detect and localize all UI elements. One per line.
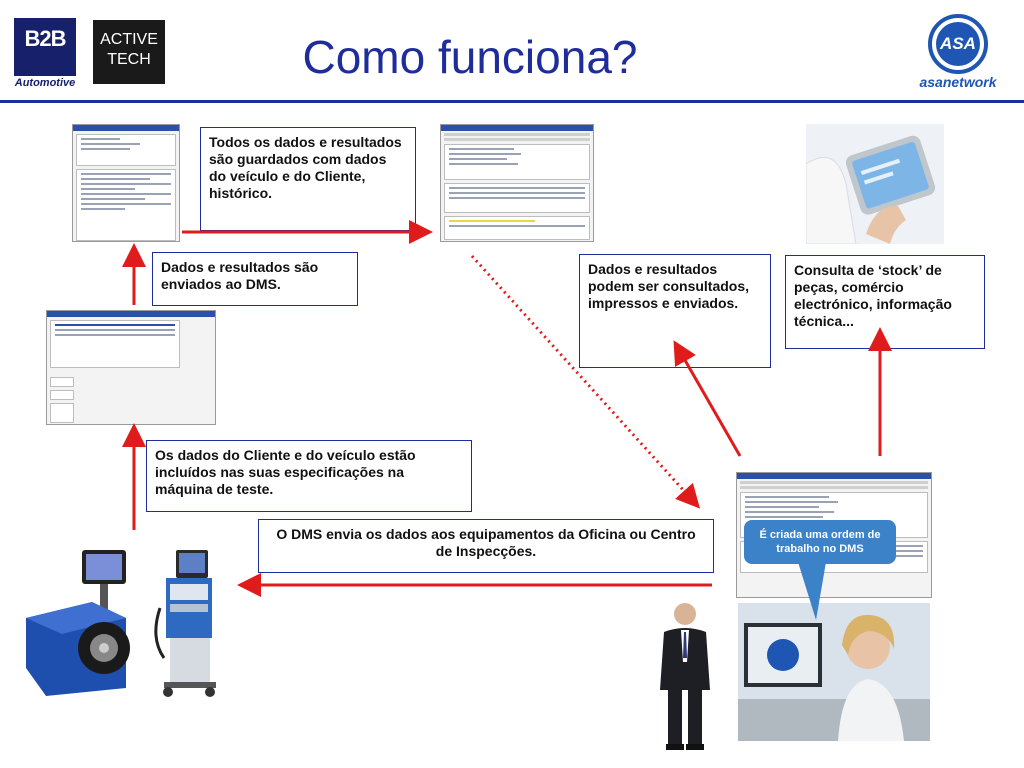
consulted-printed-textbox: Dados e resultados podem ser consultados, impressos e enviados. xyxy=(579,254,771,368)
page-title: Como funciona? xyxy=(302,31,638,83)
client-vehicle-data-textbox: Os dados do Cliente e do veículo estão incluídos nas suas especificações na máquina de teste. xyxy=(146,440,472,512)
work-order-callout: É criada uma ordem de trabalho no DMS xyxy=(744,520,896,564)
dotted-arrow-to-work-order xyxy=(472,256,694,502)
stored-data-textbox: Todos os dados e resultados são guardados com dados do veículo e do Cliente, histórico. xyxy=(200,127,416,231)
active-tech-line2: TECH xyxy=(107,51,151,68)
asanetwork-logo-text: asanetwork xyxy=(919,74,997,90)
b2b-logo-text: B2B xyxy=(24,26,66,51)
arrow-up-to-consulted xyxy=(678,348,740,456)
active-tech-line1: ACTIVE xyxy=(100,31,158,48)
asa-logo-mark: ASA xyxy=(936,22,980,66)
b2b-logo-subtitle: Automotive xyxy=(14,77,76,89)
dms-sends-data-textbox: O DMS envia os dados aos equipamentos da Oficina ou Centro de Inspecções. xyxy=(258,519,714,573)
sent-to-dms-textbox: Dados e resultados são enviados ao DMS. xyxy=(152,252,358,306)
stock-consultation-textbox: Consulta de ‘stock’ de peças, comércio electrónico, informação técnica... xyxy=(785,255,985,349)
